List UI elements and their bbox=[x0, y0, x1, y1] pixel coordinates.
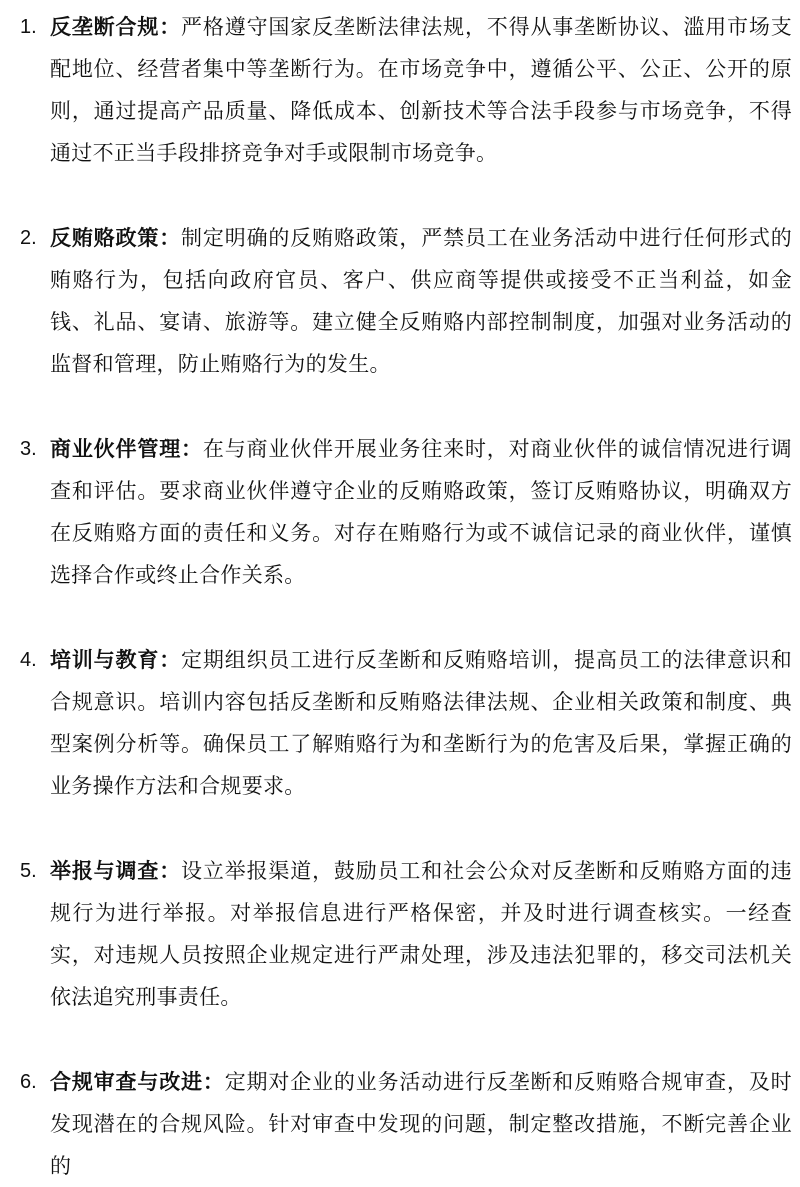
item-number: 5. bbox=[20, 860, 37, 882]
item-term: 反贿赂政策： bbox=[50, 226, 182, 250]
list-item bbox=[20, 428, 792, 596]
item-text: 定期对企业的业务活动进行反垄断和反贿赂合规审查，及时发现潜在的合规风险。针对审查中发现的问题，制定整改措施，不断完善企业的 bbox=[50, 1070, 792, 1178]
list-item bbox=[20, 850, 792, 1018]
item-body bbox=[50, 639, 792, 807]
item-body bbox=[50, 1061, 792, 1187]
item-body bbox=[50, 6, 792, 174]
item-term: 举报与调查： bbox=[50, 859, 182, 883]
item-term: 培训与教育： bbox=[50, 648, 182, 672]
list-item bbox=[20, 6, 792, 174]
item-text: 严格遵守国家反垄断法律法规，不得从事垄断协议、滥用市场支配地位、经营者集中等垄断行为。在市场竞争中，遵循公平、公正、公开的原则，通过提高产品质量、降低成本、创新技术等合法手段参与市场竞争，不得通过不正当手段排挤竞争对手或限制市场竞争。 bbox=[50, 15, 792, 165]
item-term: 合规审查与改进： bbox=[50, 1070, 225, 1094]
item-number: 6. bbox=[20, 1071, 37, 1093]
item-text: 定期组织员工进行反垄断和反贿赂培训，提高员工的法律意识和合规意识。培训内容包括反垄断和反贿赂法律法规、企业相关政策和制度、典型案例分析等。确保员工了解贿赂行为和垄断行为的危害及后果，掌握正确的业务操作方法和合规要求。 bbox=[50, 648, 792, 798]
item-number: 2. bbox=[20, 227, 37, 249]
item-text: 制定明确的反贿赂政策，严禁员工在业务活动中进行任何形式的贿赂行为，包括向政府官员、客户、供应商等提供或接受不正当利益，如金钱、礼品、宴请、旅游等。建立健全反贿赂内部控制制度，加强对业务活动的监督和管理，防止贿赂行为的发生。 bbox=[50, 226, 792, 376]
item-text: 设立举报渠道，鼓励员工和社会公众对反垄断和反贿赂方面的违规行为进行举报。对举报信息进行严格保密，并及时进行调查核实。一经查实，对违规人员按照企业规定进行严肃处理，涉及违法犯罪的，移交司法机关依法追究刑事责任。 bbox=[50, 859, 792, 1009]
item-body bbox=[50, 428, 792, 596]
item-number: 4. bbox=[20, 649, 37, 671]
item-number: 1. bbox=[20, 16, 37, 38]
item-term: 反垄断合规： bbox=[50, 15, 182, 39]
list-item bbox=[20, 639, 792, 807]
list-item bbox=[20, 1061, 792, 1187]
item-number: 3. bbox=[20, 438, 37, 460]
item-text: 在与商业伙伴开展业务往来时，对商业伙伴的诚信情况进行调查和评估。要求商业伙伴遵守企业的反贿赂政策，签订反贿赂协议，明确双方在反贿赂方面的责任和义务。对存在贿赂行为或不诚信记录的商业伙伴，谨慎选择合作或终止合作关系。 bbox=[50, 437, 792, 587]
item-term: 商业伙伴管理： bbox=[50, 437, 203, 461]
item-body bbox=[50, 217, 792, 385]
item-body bbox=[50, 850, 792, 1018]
list-item bbox=[20, 217, 792, 385]
